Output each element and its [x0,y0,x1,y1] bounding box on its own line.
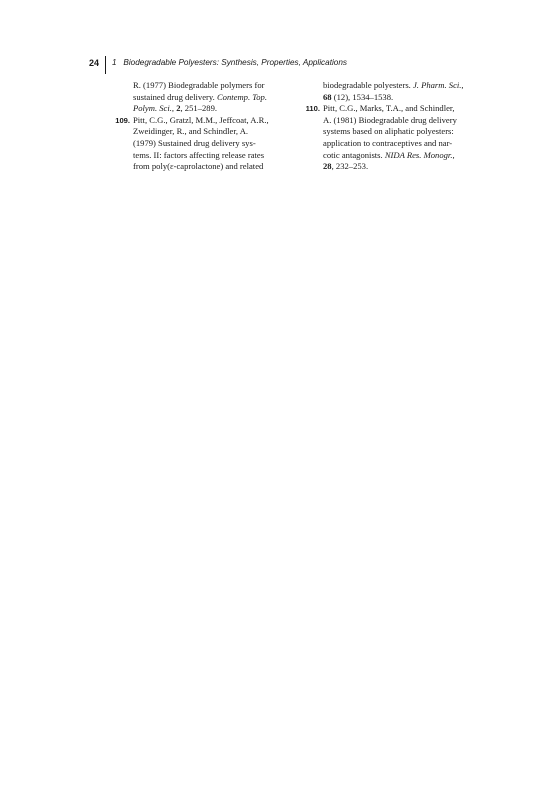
reference-text: sustained drug delivery. [133,91,217,102]
reference-line [300,150,480,162]
reference-text: A. (1981) Biodegradable drug delivery [323,114,457,125]
reference-line [110,138,300,150]
reference-text: , [461,80,464,90]
reference-number: 110. [305,104,320,114]
reference-text: systems based on aliphatic polyesters: [323,126,454,137]
reference-line [300,103,480,115]
reference-line [300,161,480,173]
reference-number: 109. [115,115,130,125]
reference-text: R. (1977) Biodegradable polymers for [133,80,265,90]
reference-text: application to contraceptives and nar- [323,137,453,148]
reference-line [110,115,300,127]
journal-title: J. Pharm. Sci. [412,80,462,90]
reference-line [110,80,300,92]
reference-line [300,126,480,138]
reference-text: (12), 1534–1538. [331,91,394,102]
volume-number: 28 [323,161,332,172]
reference-line [110,103,300,115]
reference-text: Pitt, C.G., Marks, T.A., and Schindler, [323,103,455,114]
reference-line [110,92,300,104]
reference-column-left [110,80,300,173]
reference-text: Zweidinger, R., and Schindler, A. [133,126,249,137]
reference-text: , 251–289. [180,103,218,114]
reference-text: (1979) Sustained drug delivery sys- [133,137,256,148]
header-rule [105,56,106,74]
journal-title: Contemp. Top. [216,91,267,102]
reference-text: , 232–253. [331,161,369,172]
reference-line [300,80,480,92]
reference-line [300,92,480,104]
journal-title: Polym. Sci. [133,103,172,114]
reference-line [300,138,480,150]
reference-line [110,126,300,138]
running-title [112,58,347,67]
reference-column-right [300,80,480,173]
volume-number: 68 [323,91,332,102]
journal-title: NIDA Res. Monogr. [384,149,453,160]
reference-text: cotic antagonists. [323,149,385,160]
reference-line [110,150,300,162]
reference-text: from poly(ε-caprolactone) and related [133,161,264,172]
reference-text: tems. II: factors affecting release rates [133,149,265,160]
reference-line [110,161,300,173]
reference-text: , [452,149,455,160]
reference-line [300,115,480,127]
reference-text: biodegradable polyesters. [323,80,413,90]
chapter-number: 1 [112,58,117,67]
page-number: 24 [89,58,100,68]
reference-text: Pitt, C.G., Gratzl, M.M., Jeffcoat, A.R., [133,114,269,125]
reference-text: , [171,103,177,114]
chapter-title: Biodegradable Polyesters: Synthesis, Properties, Applications [123,58,347,67]
running-header [0,56,557,74]
volume-number: 2 [176,103,181,114]
